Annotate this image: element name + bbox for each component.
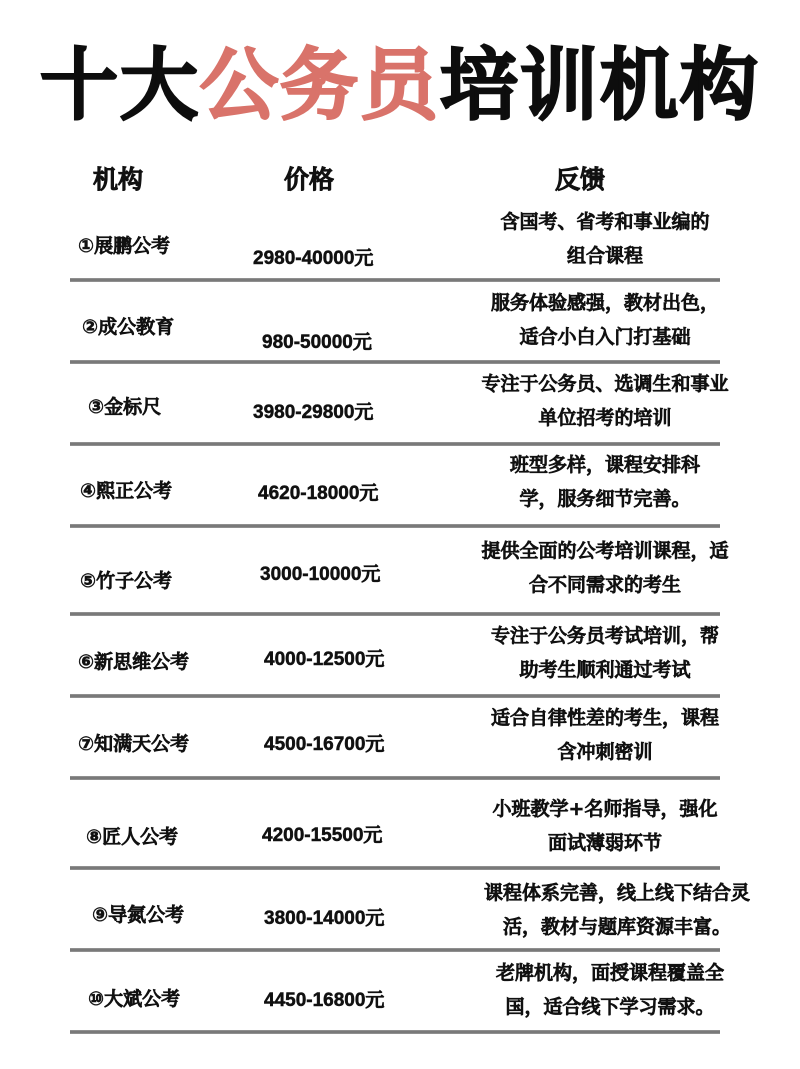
page-title <box>0 40 800 132</box>
table-row <box>0 698 800 780</box>
price-range: 980-50000元 <box>262 332 372 353</box>
institution-name: ⑧匠人公考 <box>86 826 179 848</box>
feedback-line: 面试薄弱环节 <box>547 832 662 854</box>
column-header-price: 价格 <box>284 165 335 194</box>
feedback-line: 课程体系完善，线上线下结合灵 <box>483 882 750 904</box>
price-range: 4000-12500元 <box>264 649 385 670</box>
price-range: 4500-16700元 <box>264 734 385 755</box>
feedback-line: 活，教材与题库资源丰富。 <box>502 916 731 938</box>
feedback-line: 提供全面的公考培训课程，适 <box>481 540 729 562</box>
price-range: 3000-10000元 <box>260 564 381 585</box>
feedback-line: 班型多样，课程安排科 <box>509 454 700 476</box>
table-row <box>0 364 800 446</box>
table-row <box>0 616 800 698</box>
feedback-line: 服务体验感强，教材出色， <box>490 292 719 314</box>
price-range: 4620-18000元 <box>258 483 379 504</box>
price-range: 4450-16800元 <box>264 990 385 1011</box>
feedback-line: 老牌机构，面授课程覆盖全 <box>495 962 724 984</box>
column-header-institution: 机构 <box>93 165 144 194</box>
feedback-text <box>440 367 770 435</box>
table-row <box>0 870 800 952</box>
feedback-line: 专注于公务员考试培训，帮 <box>490 625 719 647</box>
feedback-text <box>440 619 770 687</box>
feedback-line: 适合自律性差的考生，课程 <box>490 707 719 729</box>
feedback-line: 国，适合线下学习需求。 <box>505 996 715 1018</box>
institution-name: ⑦知满天公考 <box>78 733 190 755</box>
title-part-civil-servant: 公务员 <box>199 41 440 131</box>
institution-name: ③金标尺 <box>88 396 162 418</box>
feedback-text <box>440 701 770 769</box>
feedback-line: 助考生顺利通过考试 <box>519 659 691 681</box>
feedback-text <box>452 876 782 944</box>
feedback-text <box>445 956 775 1024</box>
column-header-feedback: 反馈 <box>555 165 606 194</box>
feedback-line: 含国考、省考和事业编的 <box>500 211 710 233</box>
feedback-line: 含冲刺密训 <box>557 741 653 763</box>
feedback-line: 合不同需求的考生 <box>528 574 681 596</box>
institution-name: ⑤竹子公考 <box>80 570 173 592</box>
table-row <box>0 282 800 364</box>
table-row <box>0 446 800 528</box>
table-row <box>0 780 800 870</box>
table-row <box>0 952 800 1034</box>
institution-name: ⑥新思维公考 <box>78 651 190 673</box>
feedback-text <box>440 792 770 860</box>
institution-name: ⑨导氮公考 <box>92 904 185 926</box>
feedback-text <box>440 534 770 602</box>
title-part-training-institutions: 培训机构 <box>440 41 761 131</box>
feedback-line: 单位招考的培训 <box>538 407 672 429</box>
price-range: 4200-15500元 <box>262 825 383 846</box>
feedback-line: 专注于公务员、选调生和事业 <box>481 373 729 395</box>
institution-name: ④熙正公考 <box>80 480 173 502</box>
price-range: 3980-29800元 <box>253 402 374 423</box>
institution-table <box>0 200 800 1034</box>
institution-name: ①展鹏公考 <box>78 235 171 257</box>
table-header <box>0 160 800 200</box>
table-row <box>0 200 800 282</box>
feedback-line: 小班教学+名师指导，强化 <box>492 798 718 820</box>
feedback-text <box>440 286 770 354</box>
price-range: 3800-14000元 <box>264 908 385 929</box>
feedback-line: 学，服务细节完善。 <box>519 488 691 510</box>
row-divider <box>70 1030 720 1034</box>
institution-name: ⑩大斌公考 <box>88 988 181 1010</box>
price-range: 2980-40000元 <box>253 248 374 269</box>
table-row <box>0 528 800 616</box>
feedback-text <box>440 205 770 273</box>
title-part-top-ten: 十大 <box>39 41 200 131</box>
feedback-text <box>440 448 770 516</box>
feedback-line: 适合小白入门打基础 <box>519 326 691 348</box>
institution-name: ②成公教育 <box>82 316 175 338</box>
feedback-line: 组合课程 <box>566 245 643 267</box>
